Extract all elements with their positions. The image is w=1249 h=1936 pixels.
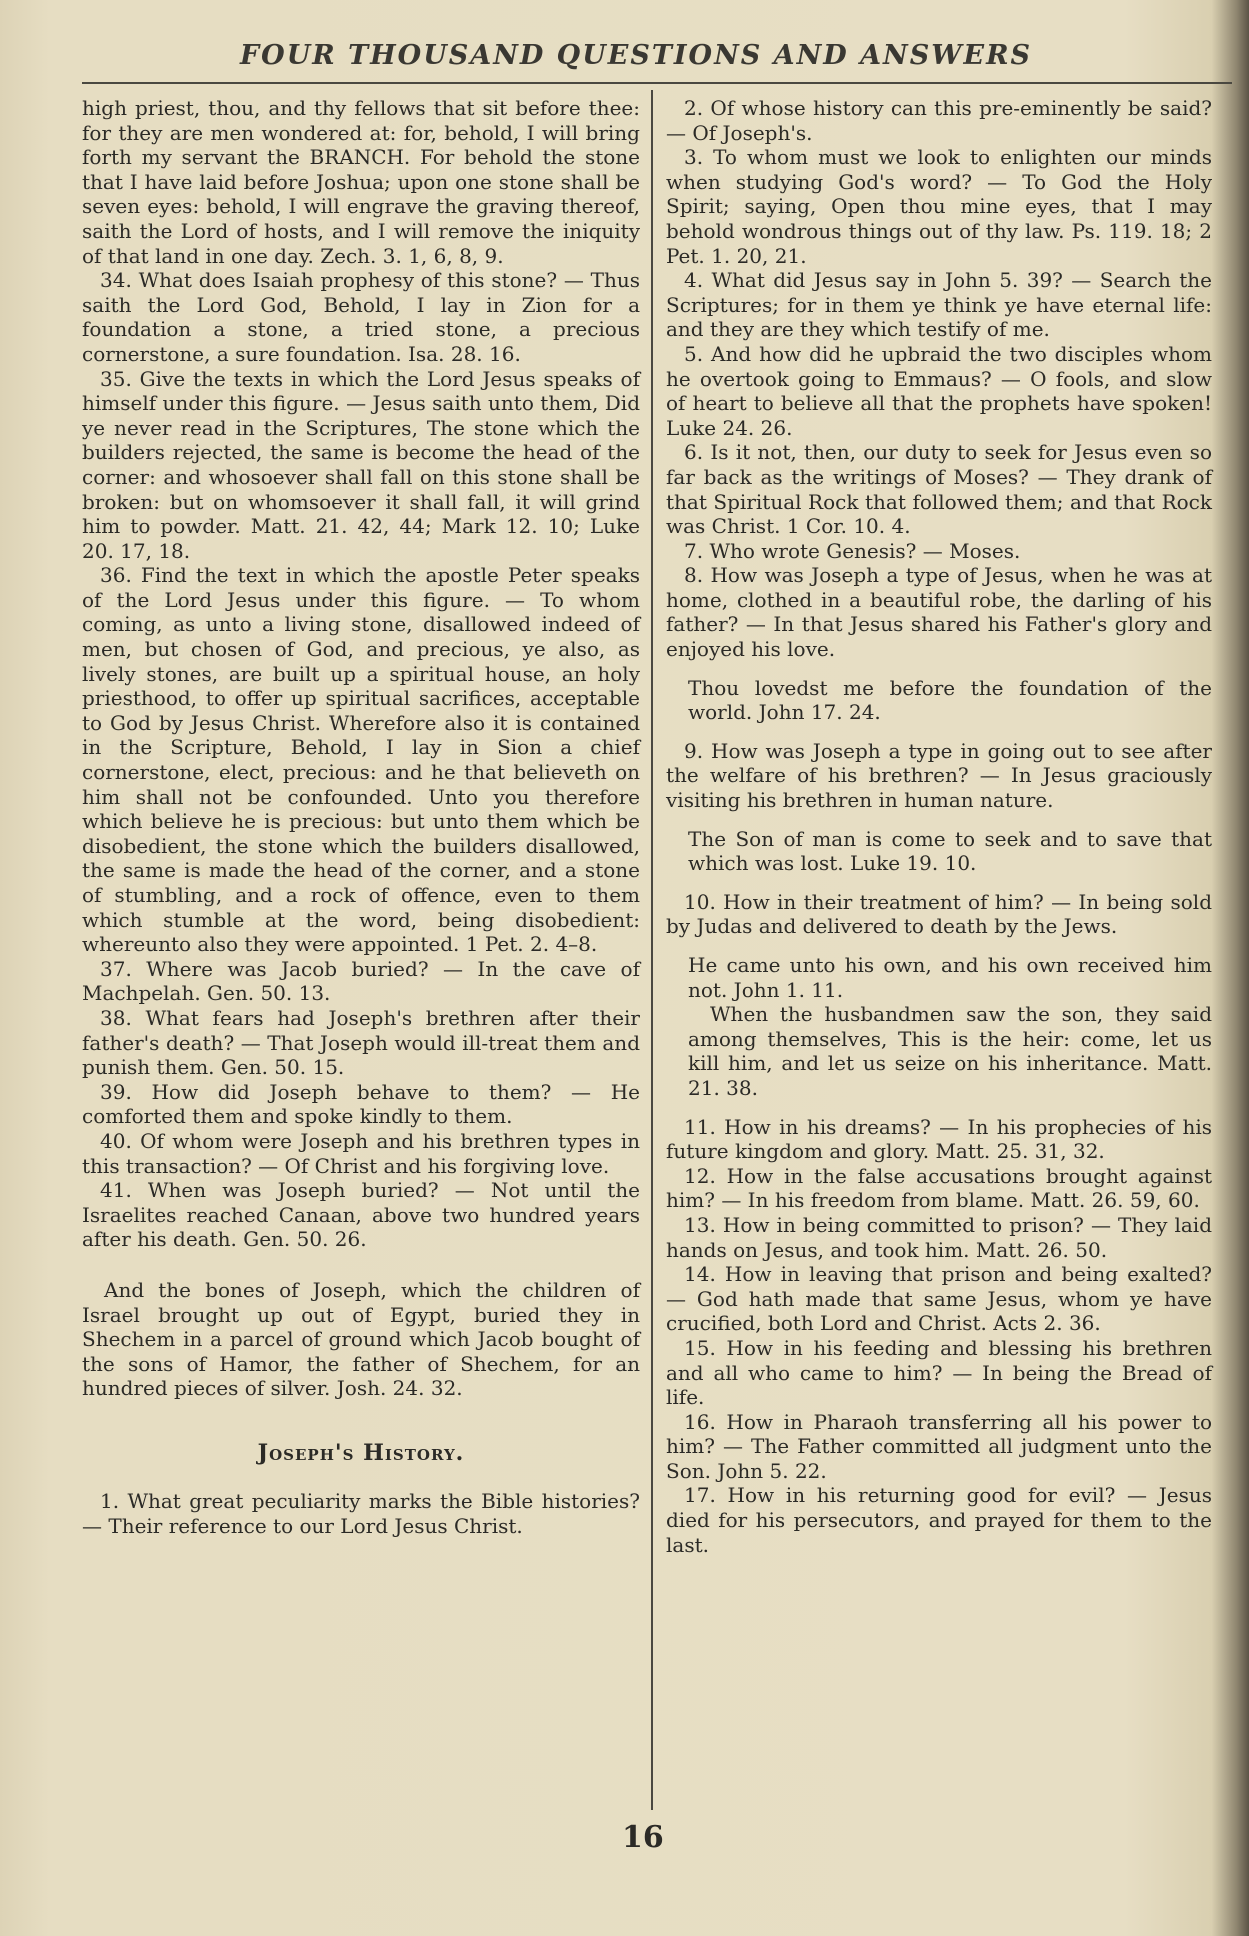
history-question-13: 13. How in being committed to prison? — They laid hands on Jesus, and took him. Matt. 26. 50.: [666, 1212, 1212, 1262]
history-question-9: 9. How was Joseph a type in going out to see after the welfare of his brethren? — In Jesus graciously visiting his brethren in human nature.: [666, 738, 1212, 813]
history-question-3: 3. To whom must we look to enlighten our minds when studying God's word? — To God the Holy Spirit; saying, Open thou mine eyes, that I may behold wondrous things out of thy law. Ps. 119. 18; 2 Pet. 1. 20, 21.: [666, 145, 1212, 268]
scripture-quote-luke-19: The Son of man is come to seek and to save that which was lost. Luke 19. 10.: [688, 826, 1212, 876]
question-39: 39. How did Joseph behave to them? — He comforted them and spoke kindly to them.: [82, 1079, 640, 1129]
history-question-8: 8. How was Joseph a type of Jesus, when he was at home, clothed in a beautiful robe, the darling of his father? — In that Jesus shared his Father's glory and enjoyed his love.: [666, 563, 1212, 662]
history-question-2: 2. Of whose history can this pre-eminently be said? — Of Joseph's.: [666, 96, 1212, 145]
history-question-7: 7. Who wrote Genesis? — Moses.: [684, 538, 1021, 563]
scripture-quote-john-17: Thou lovedst me before the foundation of the world. John 17. 24.: [688, 675, 1212, 725]
question-36: 36. Find the text in which the apostle Peter speaks of the Lord Jesus under this figure. — To whom coming, as unto a living stone, disallowed indeed of men, but chosen of God, and precious, ye also, as lively stones, are built up a spiritual house, an holy priesthood, to offer up spiritual sacrifices, acceptable to God by Jesus Christ. Wherefore also it is contained in the Scripture, Behold, I lay in Sion a chief cornerstone, elect, precious: and he that believeth on him shall not be confounded. Unto you therefore which believe he is precious: but unto them which be disobedient, the stone which the builders disallowed, the same is made the head of the corner, and a stone of stumbling, and a rock of offence, even to them which stumble at the word, being disobedient: whereunto also they were appointed. 1 Pet. 2. 4–8.: [82, 563, 640, 957]
question-34: 34. What does Isaiah prophesy of this stone? — Thus saith the Lord God, Behold, I lay in Zion for a foundation a stone, a tried stone, a precious cornerstone, a sure foundation. Isa. 28. 16.: [82, 268, 640, 366]
section-heading: Joseph's History.: [257, 1439, 465, 1466]
question-40: 40. Of whom were Joseph and his brethren types in this transaction? — Of Christ and his forgiving love.: [82, 1128, 640, 1178]
paragraph-continuation: high priest, thou, and thy fellows that sit before thee: for they are men wondered at: for, behold, I will bring forth my servant the BRANCH. For behold the stone that I have laid before Joshua; upon one stone shall be seven eyes: behold, I will engrave the graving thereof, saith the Lord of hosts, and I will remove the iniquity of that land in one day. Zech. 3. 1, 6, 8, 9.: [82, 96, 640, 268]
right-column: [666, 96, 1212, 1557]
left-column: [82, 96, 640, 1539]
question-38: 38. What fears had Joseph's brethren after their father's death? — That Joseph would ill-treat them and punish them. Gen. 50. 15.: [82, 1005, 640, 1080]
scripture-quote-matt-21: When the husbandmen saw the son, they said among themselves, This is the heir: come, let us kill him, and let us seize on his inheritance. Matt. 21. 38.: [688, 1002, 1212, 1100]
history-question-11: 11. How in his dreams? — In his prophecies of his future kingdom and glory. Matt. 25. 31, 32.: [666, 1114, 1212, 1164]
page-number: 16: [622, 1820, 664, 1855]
question-37: 37. Where was Jacob buried? — In the cave of Machpelah. Gen. 50. 13.: [82, 956, 640, 1006]
header-rule: [82, 82, 1232, 84]
scripture-quote-joshua: And the bones of Joseph, which the children of Israel brought up out of Egypt, buried they in Shechem in a parcel of ground which Jacob bought of the sons of Hamor, the father of Shechem, for an hundred pieces of silver. Josh. 24. 32.: [82, 1277, 640, 1401]
history-question-15: 15. How in his feeding and blessing his brethren and all who came to him? — In being the Bread of life.: [666, 1335, 1212, 1410]
running-header: FOUR THOUSAND QUESTIONS AND ANSWERS: [240, 40, 1033, 71]
history-question-10: 10. How in their treatment of him? — In being sold by Judas and delivered to death by the Jews.: [666, 889, 1212, 939]
history-question-4: 4. What did Jesus say in John 5. 39? — Search the Scriptures; for in them ye think ye have eternal life: and they are they which testify of me.: [666, 268, 1212, 342]
question-41: 41. When was Joseph buried? — Not until the Israelites reached Canaan, above two hundred years after his death. Gen. 50. 26.: [82, 1178, 640, 1252]
scripture-quote-john-1: He came unto his own, and his own received him not. John 1. 11.: [688, 953, 1212, 1002]
column-divider: [651, 90, 653, 1810]
question-35: 35. Give the texts in which the Lord Jesus speaks of himself under this figure. — Jesus saith unto them, Did ye never read in the Scriptures, The stone which the builders rejected, the same is become the head of the corner: and whosoever shall fall on this stone shall be broken: but on whomsoever it shall fall, it will grind him to powder. Matt. 21. 42, 44; Mark 12. 10; Luke 20. 17, 18.: [82, 366, 640, 563]
history-question-1: 1. What great peculiarity marks the Bible histories? — Their reference to our Lord Jesus Christ.: [82, 1489, 640, 1539]
history-question-16: 16. How in Pharaoh transferring all his power to him? — The Father committed all judgment unto the Son. John 5. 22.: [666, 1409, 1212, 1483]
history-question-17: 17. How in his returning good for evil? — Jesus died for his persecutors, and prayed for them to the last.: [666, 1483, 1212, 1557]
history-question-5: 5. And how did he upbraid the two disciples whom he overtook going to Emmaus? — O fools, and slow of heart to believe all that the prophets have spoken! Luke 24. 26.: [666, 341, 1212, 440]
history-question-12: 12. How in the false accusations brought against him? — In his freedom from blame. Matt. 26. 59, 60.: [666, 1163, 1212, 1213]
history-question-14: 14. How in leaving that prison and being exalted? — God hath made that same Jesus, whom ye have crucified, both Lord and Christ. Acts 2. 36.: [666, 1262, 1212, 1336]
history-question-6: 6. Is it not, then, our duty to seek for Jesus even so far back as the writings of Moses? — They drank of that Spiritual Rock that followed them; and that Rock was Christ. 1 Cor. 10. 4.: [666, 440, 1212, 539]
